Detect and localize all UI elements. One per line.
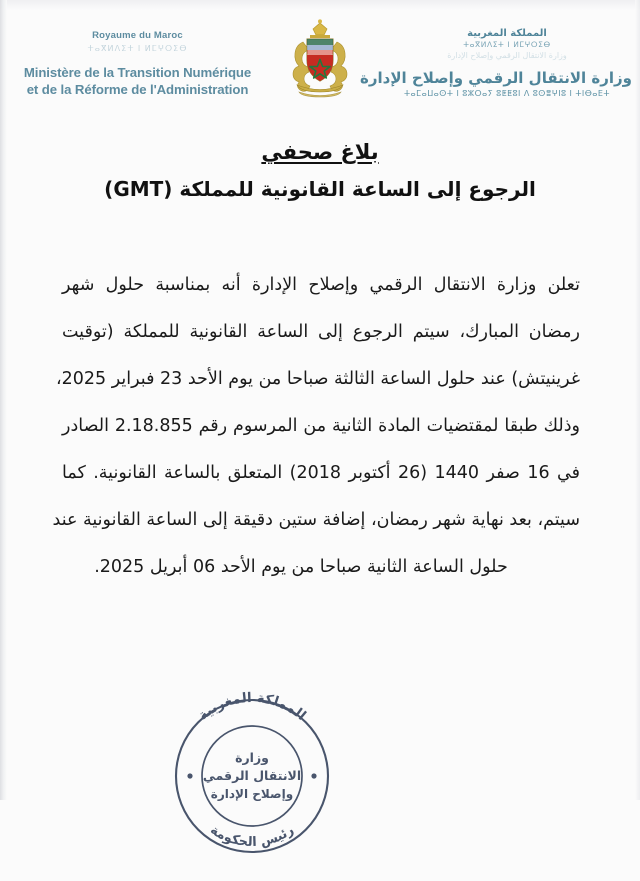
body-line: رمضان المبارك، سيتم الرجوع إلى الساعة القانونية للمملكة (توقيت — [62, 322, 580, 342]
svg-text:المملكة المغربية — [195, 690, 309, 724]
body-line: في 16 صفر 1440 (26 أكتوبر 2018) المتعلق بالساعة القانونية. كما — [62, 463, 581, 483]
stamp-center-line3: وإصلاح الإدارة — [210, 787, 294, 801]
official-stamp — [152, 676, 352, 876]
letterhead-french-ministry — [10, 64, 265, 99]
letterhead-french-ministry-line2: et de la Réforme de l'Administration — [26, 82, 249, 98]
letterhead-arabic-ministry: وزارة الانتقال الرقمي وإصلاح الإدارة — [360, 69, 632, 87]
body-line: سيتم، بعد نهاية شهر رمضان، إضافة ستين دقيقة إلى الساعة القانونية عند — [52, 510, 580, 530]
body-line: حلول الساعة الثانية صباحا من يوم الأحد 06 أبريل 2025. — [94, 557, 508, 577]
letterhead-french-ministry-line1: Ministère de la Transition Numérique — [23, 65, 252, 80]
title-block — [0, 140, 640, 201]
page-subtitle: الرجوع إلى الساعة القانونية للمملكة (GMT) — [104, 177, 536, 201]
letterhead-arabic-kingdom-tifinagh: ⵜⴰⴳⵍⴷⵉⵜ ⵏ ⵍⵎⵖⵔⵉⴱ — [463, 40, 551, 49]
body-line: تعلن وزارة الانتقال الرقمي وإصلاح الإدارة أنه بمناسبة حلول شهر — [62, 275, 580, 295]
letterhead-arabic-kingdom: المملكة المغربية — [467, 28, 547, 39]
letterhead-arabic-faint-line: وزارة الانتقال الرقمي وإصلاح الإدارة — [447, 51, 567, 60]
letterhead-arabic — [360, 28, 632, 98]
letterhead-french — [10, 30, 265, 99]
body-line: وذلك طبقا لمقتضيات المادة الثانية من المرسوم رقم 2.18.855 الصادر — [62, 416, 580, 436]
morocco-coat-of-arms-emblem — [283, 18, 357, 102]
stamp-outer-top-text: المملكة المغربية — [195, 689, 309, 724]
letterhead — [0, 0, 640, 128]
letterhead-french-kingdom: Royaume du Maroc — [92, 30, 183, 41]
stamp-center-line1: وزارة — [235, 750, 269, 765]
stamp-center-line2: الانتقال الرقمي — [202, 768, 302, 783]
letterhead-arabic-ministry-tifinagh: ⵜⴰⵎⴰⵡⴰⵙⵜ ⵏ ⵓⵣⵔⴰⵢ ⵓⵟⵟⵓⵏ ⴷ ⵓⵙⴻⵖⵏⵓ ⵏ ⵜⵏⴱⴰⴹⵜ — [403, 89, 611, 98]
body-line: غرينيتش) عند حلول الساعة الثالثة صباحا من يوم الأحد 23 فبراير 2025، — [56, 369, 580, 389]
page-title: بلاغ صحفي — [261, 140, 379, 164]
stamp-outer-bottom-text: رئيس الحكومة — [207, 822, 297, 851]
letterhead-french-kingdom-tifinagh: ⵜⴰⴳⵍⴷⵉⵜ ⵏ ⵍⵎⵖⵔⵉⴱ — [87, 44, 188, 53]
body-text — [52, 262, 581, 591]
